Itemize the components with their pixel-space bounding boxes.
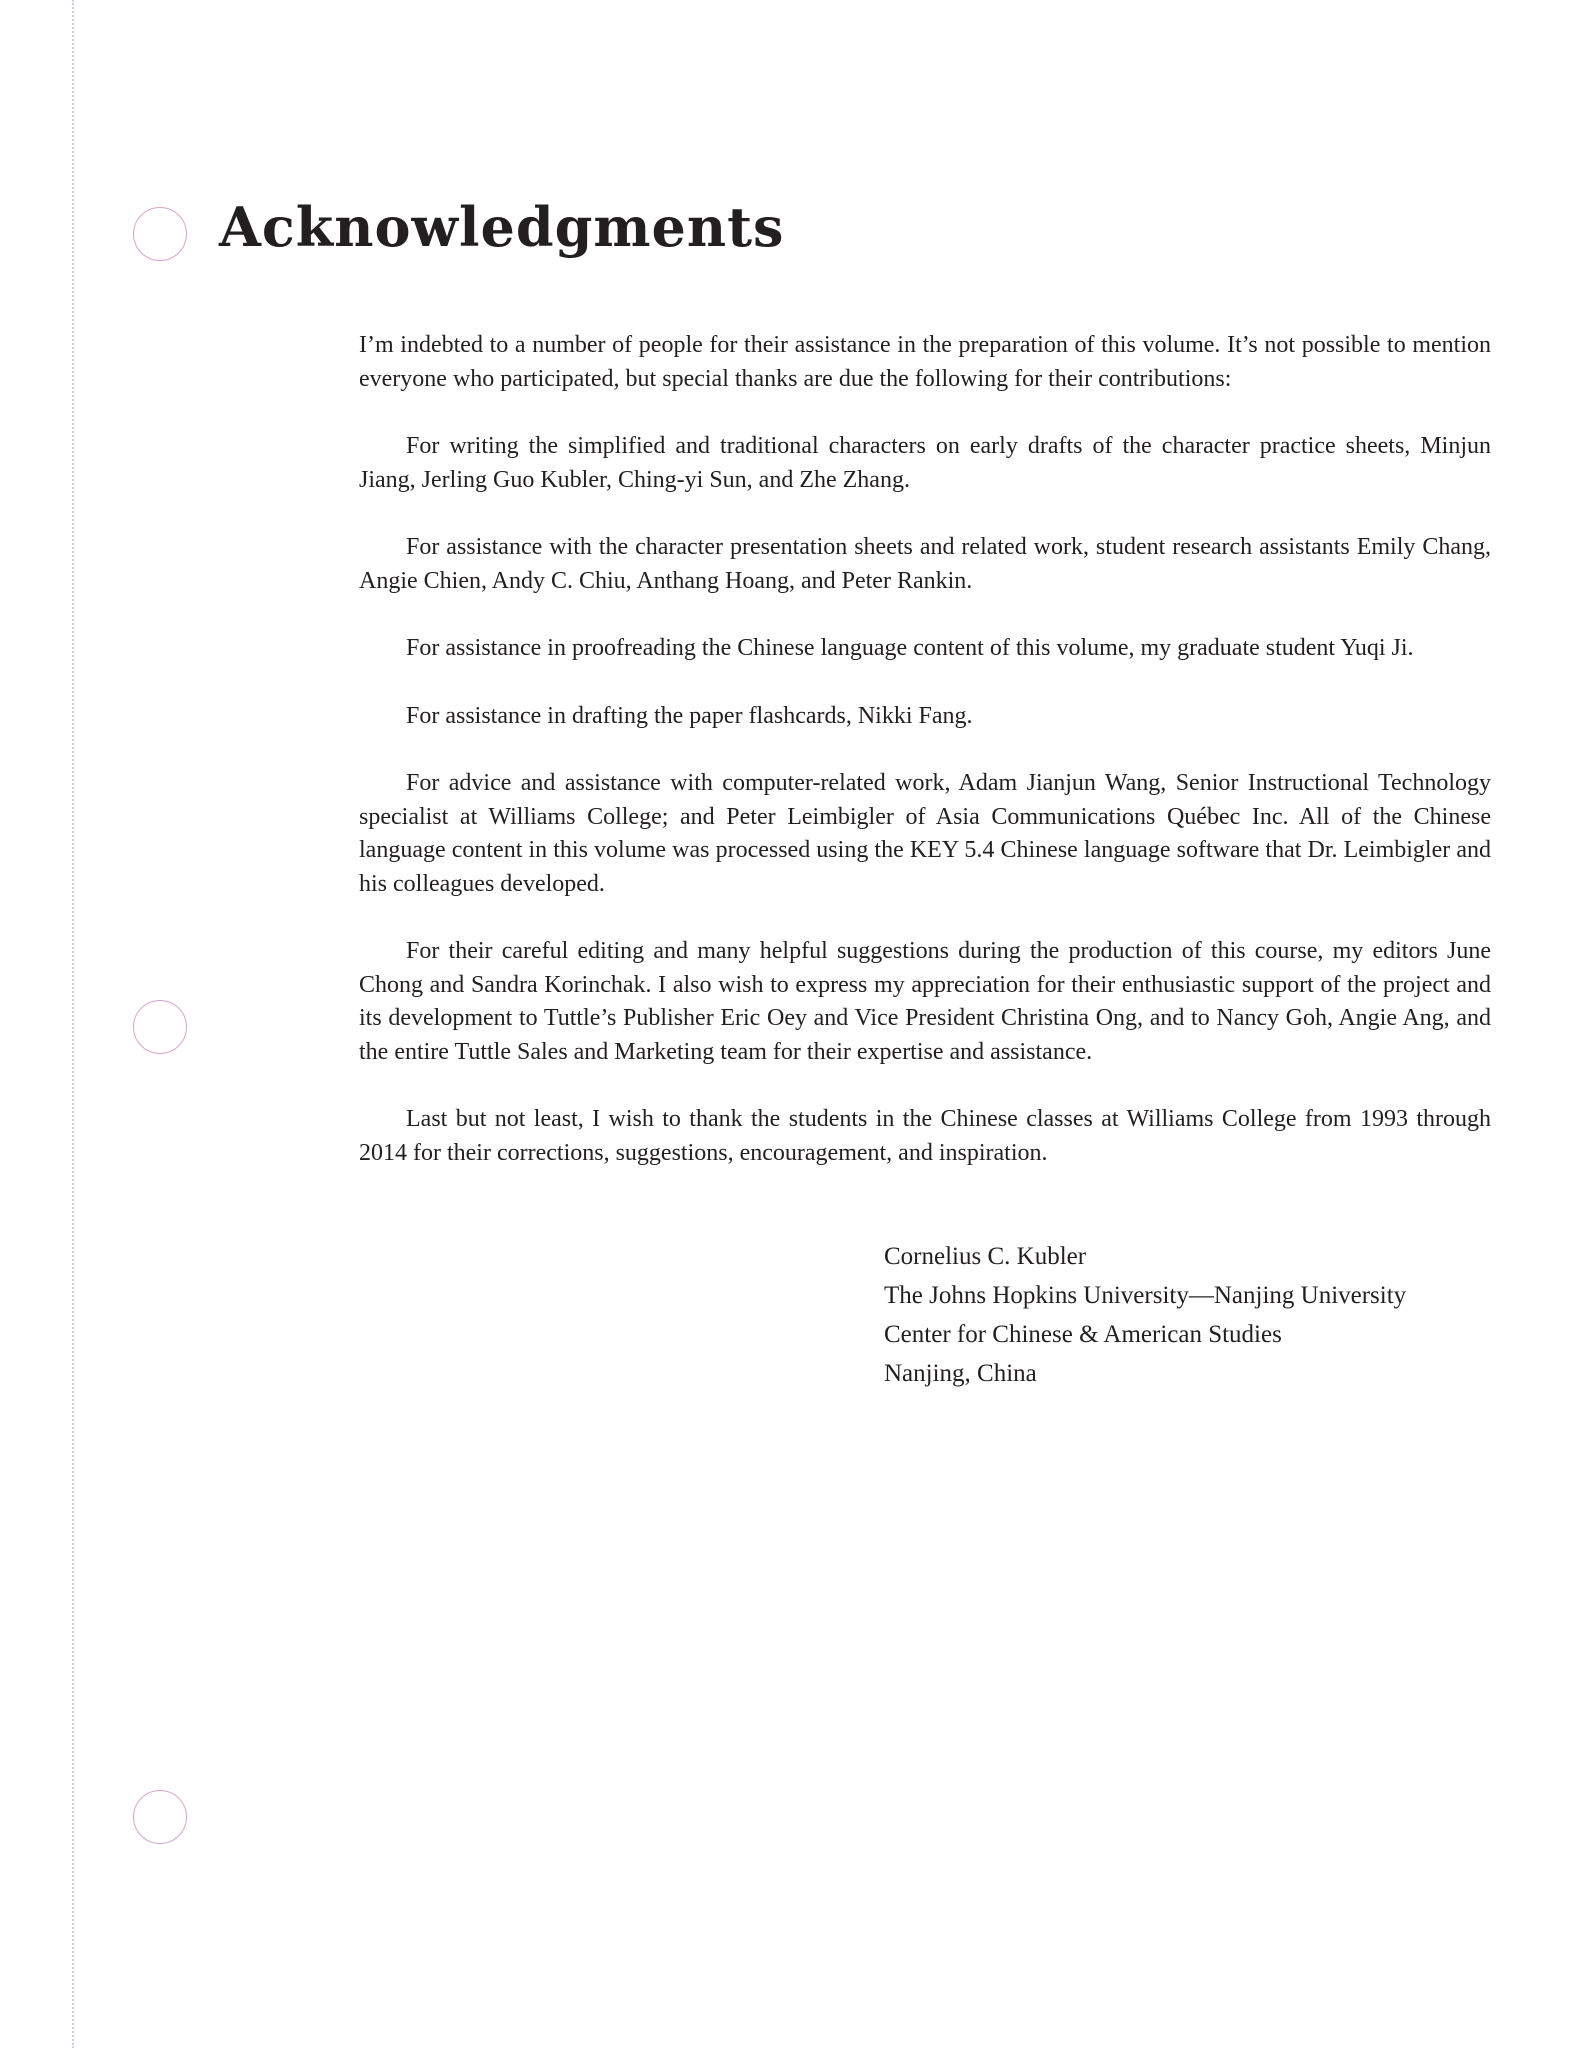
signature-name: Cornelius C. Kubler [884, 1243, 1087, 1270]
paragraph-computer-work: For advice and assistance with computer-related work, Adam Jianjun Wang, Senior Instructional Technology specialist at Williams College; and Peter Leimbigler of Asia Communications Québec Inc. All of the Chinese language content in this volume was processed using the KEY 5.4 Chinese language software that Dr. Leimbigler and his colleagues developed. [359, 770, 1491, 897]
signature-affiliation: The Johns Hopkins University—Nanjing University [884, 1282, 1407, 1309]
binder-hole-middle [133, 1000, 187, 1054]
paragraph-proofreading: For assistance in proofreading the Chinese language content of this volume, my graduate student Yuqi Ji. [406, 635, 1414, 661]
paragraph-character-writers: For writing the simplified and traditional characters on early drafts of the character practice sheets, Minjun Jiang, Jerling Guo Kubler, Ching-yi Sun, and Zhe Zhang. [359, 433, 1491, 493]
paragraph-editors: For their careful editing and many helpful suggestions during the production of this course, my editors June Chong and Sandra Korinchak. I also wish to express my appreciation for their enthusiastic support of the project and its development to Tuttle’s Publisher Eric Oey and Vice President Christina Ong, and to Nancy Goh, Angie Ang, and the entire Tuttle Sales and Marketing team for their expertise and assistance. [359, 938, 1491, 1065]
paragraph-students: Last but not least, I wish to thank the students in the Chinese classes at Williams College from 1993 through 2014 for their corrections, suggestions, encouragement, and inspiration. [359, 1106, 1491, 1166]
acknowledgments-body [359, 329, 1491, 1204]
binder-hole-bottom [133, 1790, 187, 1844]
page-title: Acknowledgments [219, 195, 785, 259]
signature-center: Center for Chinese & American Studies [884, 1321, 1282, 1348]
intro-paragraph: I’m indebted to a number of people for their assistance in the preparation of this volume. It’s not possible to mention everyone who participated, but special thanks are due the following for their contributions: [359, 332, 1491, 392]
margin-guide-line [72, 0, 74, 2048]
binder-hole-top [133, 207, 187, 261]
paragraph-presentation-sheets: For assistance with the character presentation sheets and related work, student research assistants Emily Chang, Angie Chien, Andy C. Chiu, Anthang Hoang, and Peter Rankin. [359, 534, 1491, 594]
signature-block [884, 1237, 1504, 1393]
paragraph-flashcards: For assistance in drafting the paper flashcards, Nikki Fang. [406, 702, 973, 729]
signature-location: Nanjing, China [884, 1360, 1037, 1387]
